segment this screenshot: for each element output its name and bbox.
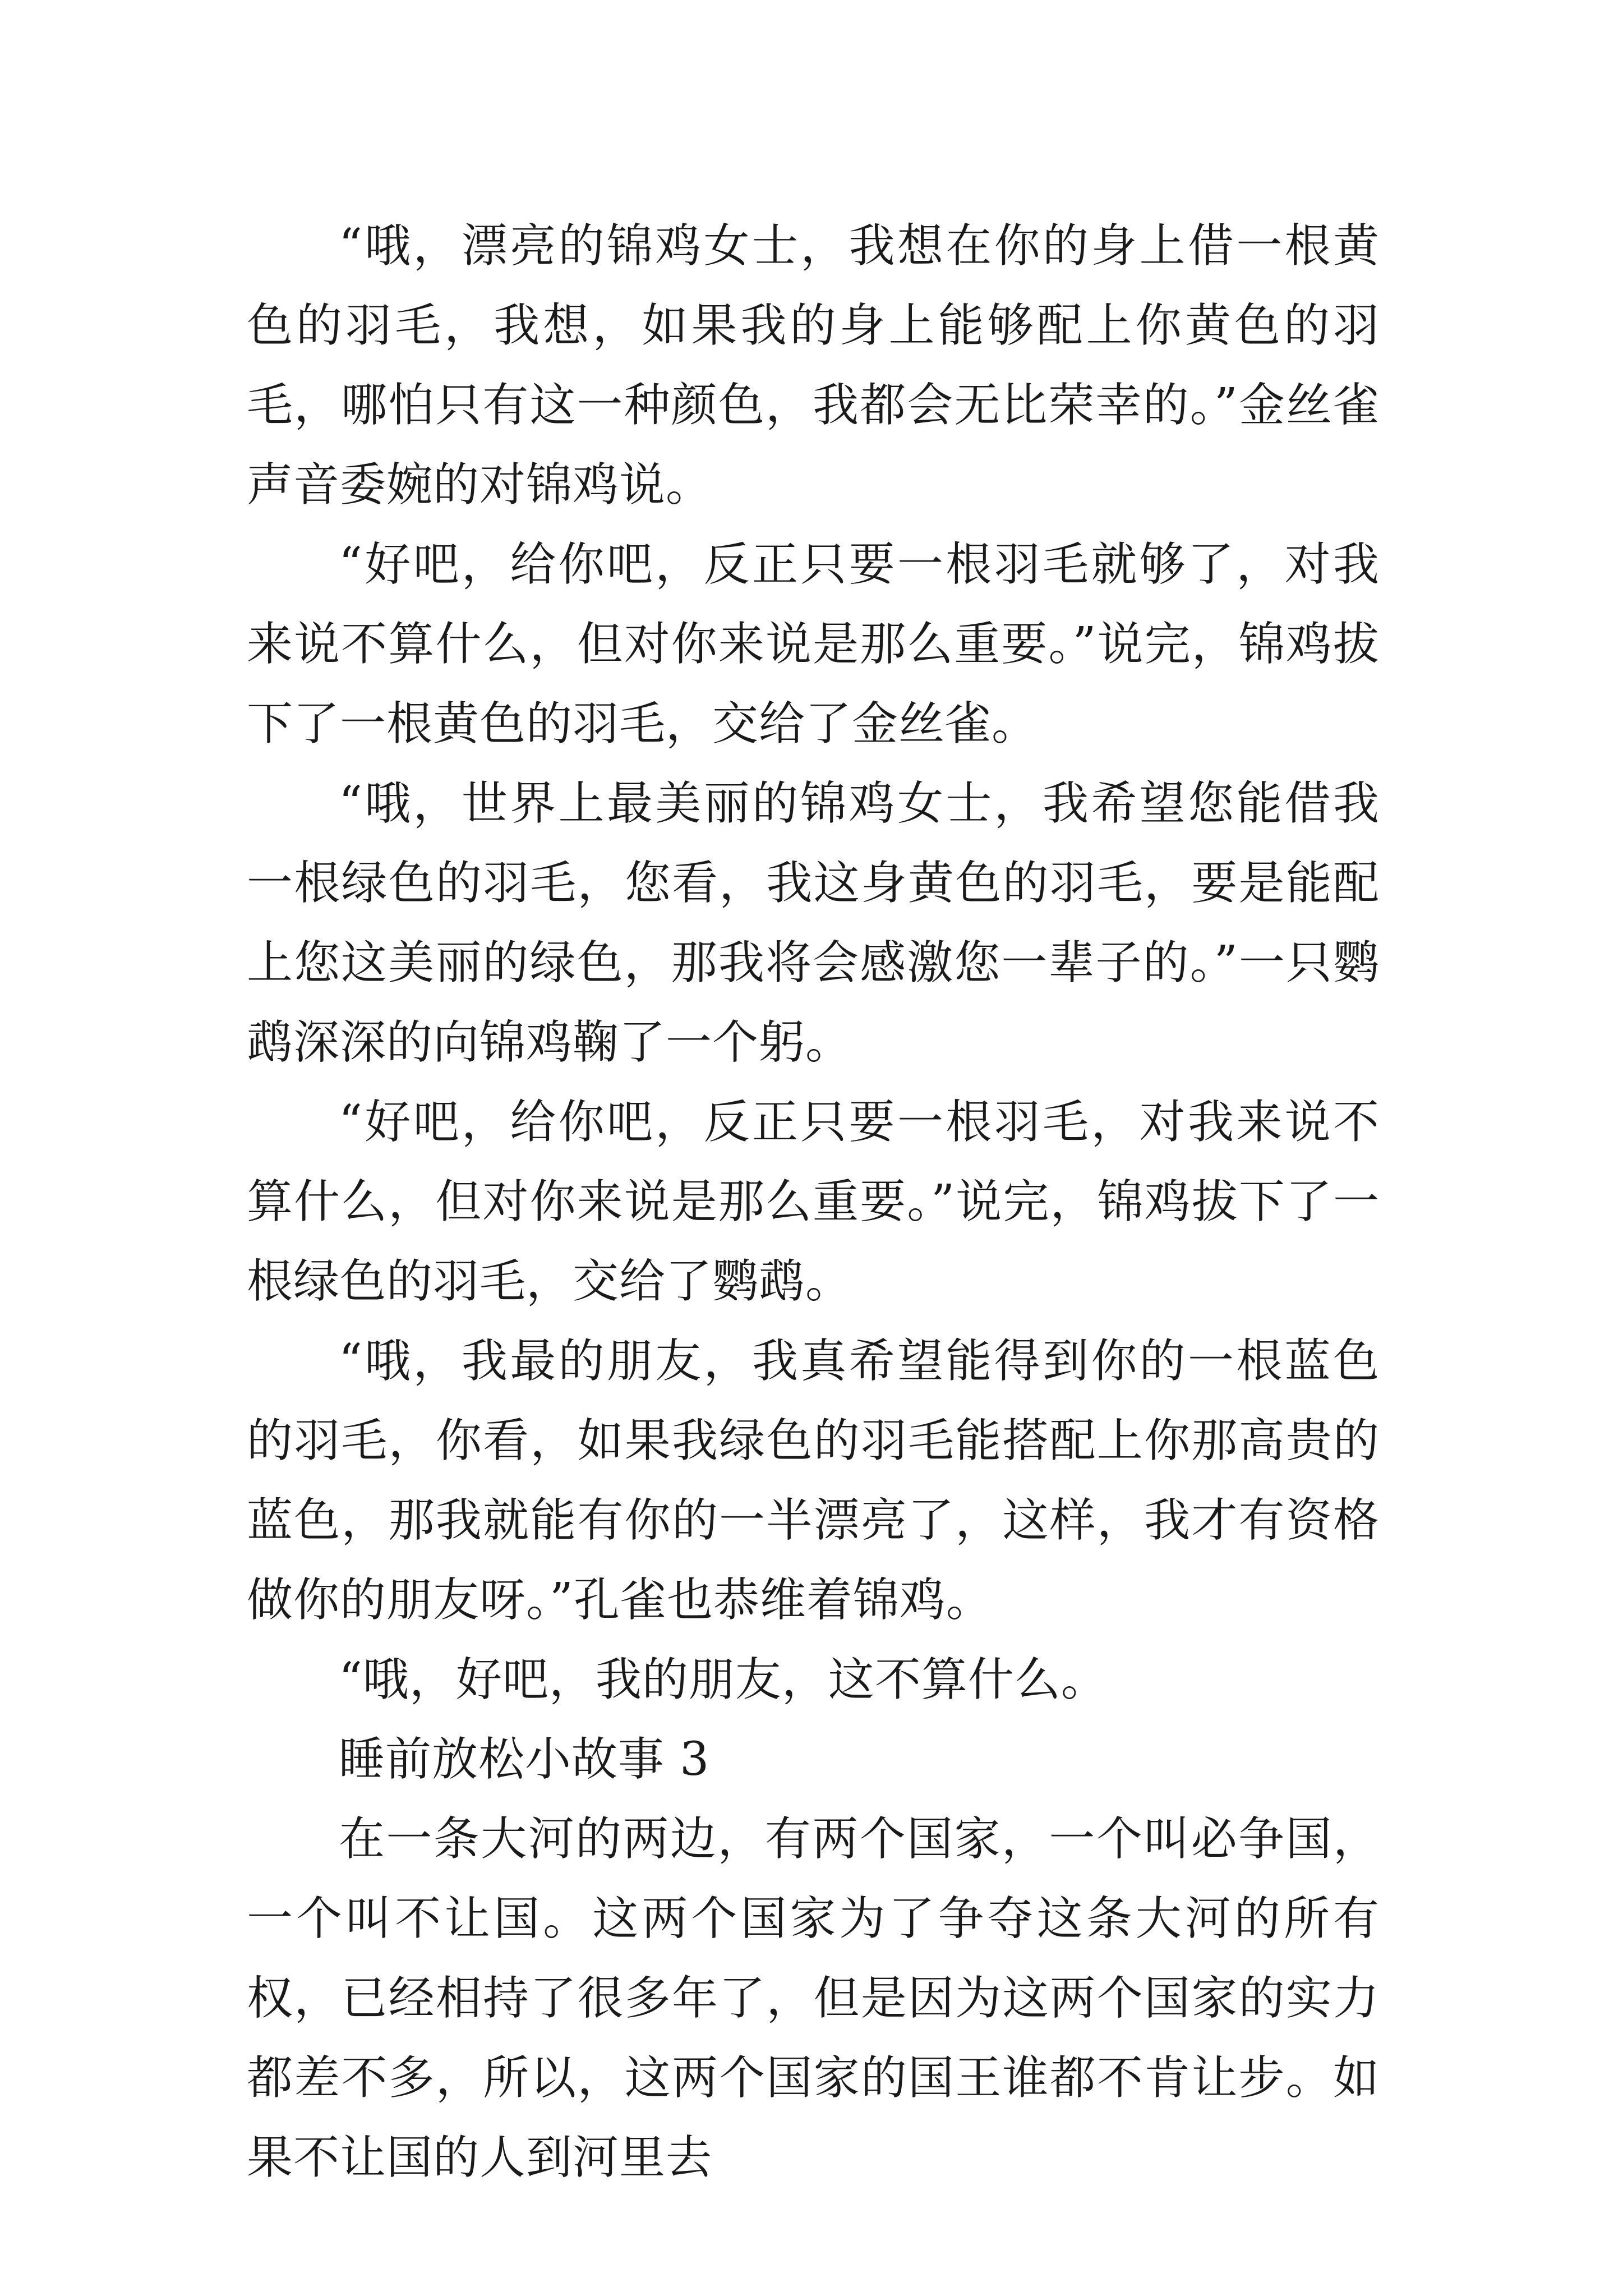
- paragraph-6: “哦，好吧，我的朋友，这不算什么。: [339, 1653, 1108, 1706]
- paragraph-1: “哦，漂亮的锦鸡女士，我想在你的身上借一根黄色的羽毛，我想，如果我的身上能够配上你黄色的羽毛，哪怕只有这一种颜色，我都会无比荣幸的。”金丝雀声音委婉的对锦鸡说。: [247, 219, 1380, 512]
- paragraph-7: 在一条大河的两边，有两个国家，一个叫必争国，一个叫不让国。这两个国家为了争夺这条大河的所有权，已经相持了很多年了，但是因为这两个国家的实力都差不多，所以，这两个国家的国王谁都不肯让步。如果不让国的人到河里去: [247, 1812, 1380, 2184]
- paragraph-3: “哦，世界上最美丽的锦鸡女士，我希望您能借我一根绿色的羽毛，您看，我这身黄色的羽毛，要是能配上您这美丽的绿色，那我将会感激您一辈子的。”一只鹦鹉深深的向锦鸡鞠了一个躬。: [247, 777, 1380, 1069]
- section-title: 睡前放松小故事 3: [339, 1733, 710, 1786]
- paragraph-5: “哦，我最的朋友，我真希望能得到你的一根蓝色的羽毛，你看，如果我绿色的羽毛能搭配上你那高贵的蓝色，那我就能有你的一半漂亮了，这样，我才有资格做你的朋友呀。”孔雀也恭维着锦鸡。: [247, 1335, 1380, 1627]
- paragraph-4: “好吧，给你吧，反正只要一根羽毛，对我来说不算什么，但对你来说是那么重要。”说完，锦鸡拔下了一根绿色的羽毛，交给了鹦鹉。: [247, 1096, 1380, 1308]
- paragraph-2: “好吧，给你吧，反正只要一根羽毛就够了，对我来说不算什么，但对你来说是那么重要。”说完，锦鸡拔下了一根黄色的羽毛，交给了金丝雀。: [247, 538, 1380, 751]
- document-body: [247, 206, 1380, 2198]
